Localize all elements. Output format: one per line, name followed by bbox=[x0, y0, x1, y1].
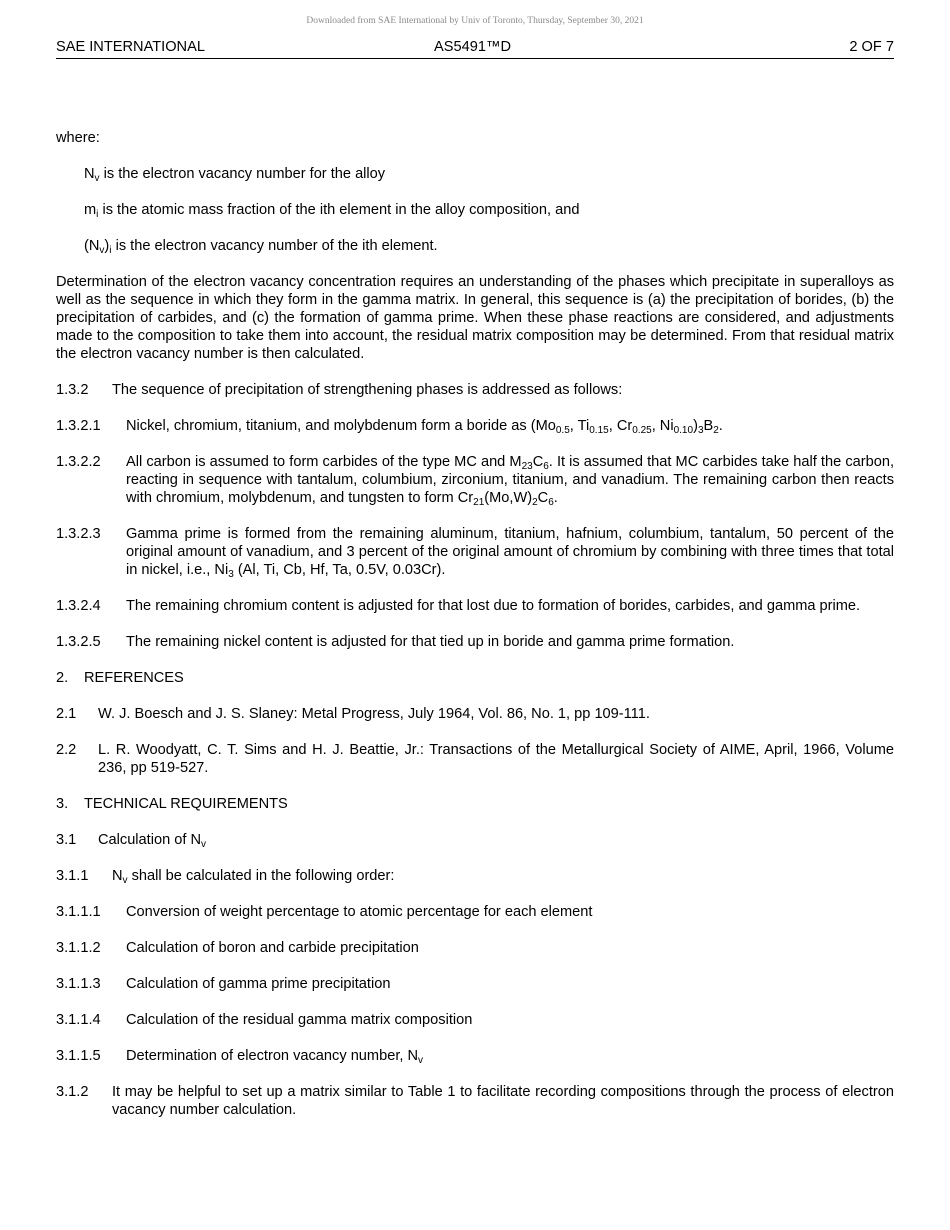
section-number: 3.1 bbox=[56, 832, 77, 848]
section-title: REFERENCES bbox=[84, 670, 184, 686]
section-3-1-2 bbox=[56, 1083, 894, 1119]
intro-paragraph: Determination of the electron vacancy concentration requires an understanding of the phases which precipitate in superalloys as well as the sequence in which they form in the gamma matrix. In general, this sequence is (a) the precipitation of borides, (b) the precipitation of carbides, and (c) the formation of gamma prime. When these phase reactions are considered, and adjustments made to the composition to take them into account, the residual matrix composition may be determined. From that residual matrix the electron vacancy number is then calculated. bbox=[56, 274, 894, 362]
reference-text: W. J. Boesch and J. S. Slaney: Metal Progress, July 1964, Vol. 86, No. 1, pp 109-111. bbox=[98, 706, 650, 722]
section-text: Determination of electron vacancy number, $N_v$ bbox=[126, 1048, 424, 1066]
section-1-3-2-4 bbox=[56, 597, 894, 615]
section-1-3-2 bbox=[56, 381, 894, 399]
where-label: where: bbox=[56, 130, 100, 146]
section-text: $N_v$ shall be calculated in the following order: bbox=[112, 868, 395, 886]
section-number: 3. bbox=[56, 796, 69, 812]
section-number: 1.3.2.4 bbox=[56, 598, 101, 614]
section-3-1-1 bbox=[56, 867, 894, 885]
document-body bbox=[56, 129, 894, 1137]
section-text: The remaining nickel content is adjusted for that tied up in boride and gamma prime formation. bbox=[126, 634, 735, 650]
section-text: Gamma prime is formed from the remaining aluminum, titanium, hafnium, columbium, tantalum, 50 percent of the original amount of vanadium, and 3 percent of the original amount of chromium by combining with three times that total in nickel, i.e., $Ni_3$ (Al, Ti, Cb, Hf, Ta, 0.5V, 0.03Cr). bbox=[126, 526, 894, 580]
header-organization: SAE INTERNATIONAL bbox=[56, 39, 205, 55]
page-header bbox=[56, 38, 894, 59]
section-number: 1.3.2.2 bbox=[56, 454, 101, 470]
section-text: All carbon is assumed to form carbides of the type MC and $M_{23}C_6$. It is assumed that MC carbides take half the carbon, reacting in sequence with tantalum, columbium, zirconium, titanium, and vanadium. The remaining carbon then reacts with chromium, molybdenum, and tungsten to form $Cr_{21}(Mo,W)_2C_6$. bbox=[126, 454, 894, 508]
section-3-1-1-3 bbox=[56, 975, 894, 993]
section-number: 3.1.1.1 bbox=[56, 904, 101, 920]
section-number: 3.1.1.2 bbox=[56, 940, 101, 956]
section-number: 1.3.2 bbox=[56, 382, 89, 398]
reference-2-2 bbox=[56, 741, 894, 777]
section-3-1-1-4 bbox=[56, 1011, 894, 1029]
section-number: 1.3.2.1 bbox=[56, 418, 101, 434]
section-3-1-1-1 bbox=[56, 903, 894, 921]
section-text: The remaining chromium content is adjusted for that lost due to formation of borides, carbides, and gamma prime. bbox=[126, 598, 861, 614]
section-3-1 bbox=[56, 831, 894, 849]
section-number: 2.1 bbox=[56, 706, 77, 722]
section-1-3-2-5 bbox=[56, 633, 894, 651]
section-3-heading bbox=[56, 795, 894, 813]
section-number: 1.3.2.3 bbox=[56, 526, 101, 542]
section-number: 3.1.1 bbox=[56, 868, 89, 884]
download-watermark: Downloaded from SAE International by Univ of Toronto, Thursday, September 30, 2021 bbox=[306, 16, 644, 26]
section-number: 2. bbox=[56, 670, 69, 686]
section-1-3-2-1 bbox=[56, 417, 894, 435]
section-3-1-1-2 bbox=[56, 939, 894, 957]
definition-mi: $m_i$ is the atomic mass fraction of the ith element in the alloy composition, and bbox=[84, 202, 580, 220]
section-number: 3.1.1.5 bbox=[56, 1048, 101, 1064]
section-text: Calculation of the residual gamma matrix composition bbox=[126, 1012, 473, 1028]
section-2-heading bbox=[56, 669, 894, 687]
section-number: 3.1.2 bbox=[56, 1084, 89, 1100]
definition-nv: $N_v$ is the electron vacancy number for the alloy bbox=[84, 166, 386, 184]
section-text: Calculation of boron and carbide precipitation bbox=[126, 940, 419, 956]
definition-nvi: $(N_v)_i$ is the electron vacancy number of the ith element. bbox=[84, 238, 438, 256]
section-text: Calculation of $N_v$ bbox=[98, 832, 207, 850]
section-number: 2.2 bbox=[56, 742, 77, 758]
reference-text: L. R. Woodyatt, C. T. Sims and H. J. Beattie, Jr.: Transactions of the Metallurgical Society of AIME, April, 1966, Volume 236, pp 519-527. bbox=[98, 742, 894, 776]
section-1-3-2-2 bbox=[56, 453, 894, 507]
reference-2-1 bbox=[56, 705, 894, 723]
section-text: Nickel, chromium, titanium, and molybdenum form a boride as ($Mo_{0.5}$, $Ti_{0.15}$, $Cr_{0.25}$, $Ni_{0.10})_3B_2$. bbox=[126, 418, 723, 436]
section-text: It may be helpful to set up a matrix similar to Table 1 to facilitate recording compositions through the process of electron vacancy number calculation. bbox=[112, 1084, 894, 1118]
header-page-number: 2 OF 7 bbox=[849, 39, 894, 55]
section-title: TECHNICAL REQUIREMENTS bbox=[84, 796, 288, 812]
section-number: 3.1.1.4 bbox=[56, 1012, 101, 1028]
section-text: Conversion of weight percentage to atomic percentage for each element bbox=[126, 904, 593, 920]
section-text: Calculation of gamma prime precipitation bbox=[126, 976, 391, 992]
section-3-1-1-5 bbox=[56, 1047, 894, 1065]
section-number: 3.1.1.3 bbox=[56, 976, 101, 992]
section-number: 1.3.2.5 bbox=[56, 634, 101, 650]
header-document-id: AS5491™D bbox=[434, 39, 512, 55]
section-text: The sequence of precipitation of strengthening phases is addressed as follows: bbox=[112, 382, 623, 398]
section-1-3-2-3 bbox=[56, 525, 894, 579]
